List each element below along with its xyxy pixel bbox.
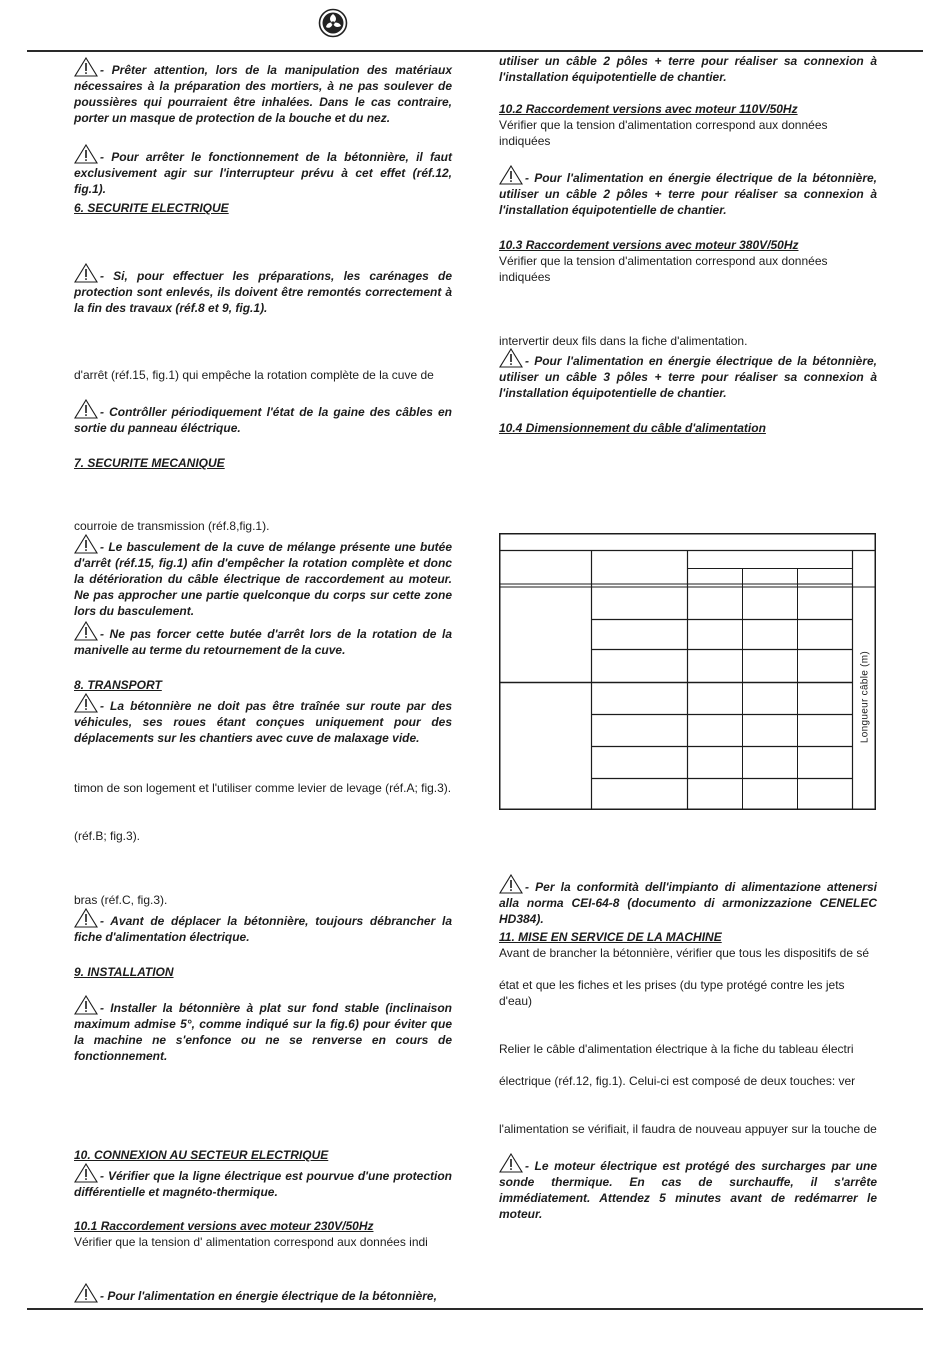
section-9-heading: 9. INSTALLATION bbox=[74, 965, 174, 979]
warning-moteur-text: - Le moteur électrique est protégé des surcharges par une sonde thermique. En cas de surchauffe, il s'arrête immédiatement. Attendez 5 minutes avant de redémarrer le moteur. bbox=[499, 1159, 877, 1221]
warning-guards bbox=[74, 263, 452, 316]
section-10-1-heading: 10.1 Raccordement versions avec moteur 230V/50Hz bbox=[74, 1219, 374, 1233]
warning-basculement bbox=[74, 534, 452, 619]
header-rule bbox=[27, 50, 923, 52]
warning-stop bbox=[74, 144, 452, 197]
text-timon: timon de son logement et l'utiliser comme levier de levage (réf.A; fig.3). bbox=[74, 781, 452, 795]
text-11-b: état et que les fiches et les prises (du type protégé contre les jets d'eau) bbox=[499, 978, 845, 1008]
warning-triangle-icon bbox=[74, 621, 98, 641]
warning-transport-text: - La bétonnière ne doit pas être traînée sur route par des véhicules, ses roues étant conçues uniquement pour des déplacements sur les chantiers avec cuve de malaxage vide. bbox=[74, 699, 452, 745]
warning-alim-380 bbox=[499, 348, 877, 401]
section-10-2-heading: 10.2 Raccordement versions avec moteur 110V/50Hz bbox=[499, 102, 798, 116]
text-11-a: Avant de brancher la bétonnière, vérifier que tous les dispositifs de sé bbox=[499, 946, 869, 960]
warning-triangle-icon bbox=[74, 1163, 98, 1183]
section-10-4-heading: 10.4 Dimensionnement du câble d'alimentation bbox=[499, 421, 766, 435]
warning-alim-230 bbox=[74, 1283, 452, 1304]
warning-alim-380-text: - Pour l'alimentation en énergie électrique de la bétonnière, utiliser un câble 3 pôles + terre pour réaliser sa connexion à l'installation équipotentielle de chantier. bbox=[499, 354, 877, 400]
warning-ligne-text: - Vérifier que la ligne électrique est pourvue d'une protection différentielle et magnéto-thermique. bbox=[74, 1169, 452, 1199]
warning-triangle-icon bbox=[74, 534, 98, 554]
warning-triangle-icon bbox=[499, 1153, 523, 1173]
warning-stop-text: - Pour arrêter le fonctionnement de la bétonnière, il faut exclusivement agir sur l'interrupteur prévu à cet effet (réf.12, fig.1). bbox=[74, 150, 452, 196]
warning-triangle-icon bbox=[499, 874, 523, 894]
text-intervertir: intervertir deux fils dans la fiche d'alimentation. bbox=[499, 334, 748, 348]
warning-triangle-icon bbox=[74, 57, 98, 77]
warning-moteur bbox=[499, 1153, 877, 1222]
section-6-heading: 6. SECURITE ELECTRIQUE bbox=[74, 201, 229, 215]
warning-basculement-text: - Le basculement de la cuve de mélange présente une butée d'arrêt (réf.15, fig.1) afin d'empêcher la rotation complète et donc la détérioration du câble électrique de raccordement au moteur. Ne pas approcher une partie quelconque du corps sur cette zone lors du basculement. bbox=[74, 540, 452, 618]
warning-cei bbox=[499, 874, 877, 927]
table-vertical-label bbox=[855, 647, 875, 747]
warning-triangle-icon bbox=[499, 165, 523, 185]
cable-sizing-table bbox=[499, 533, 876, 810]
text-arret: d'arrêt (réf.15, fig.1) qui empêche la rotation complète de la cuve de bbox=[74, 368, 434, 382]
warning-installer bbox=[74, 995, 452, 1064]
table-grid bbox=[499, 533, 876, 810]
warning-ligne bbox=[74, 1163, 452, 1200]
warning-transport bbox=[74, 693, 452, 746]
text-10-3: Vérifier que la tension d'alimentation correspond aux données indiquées bbox=[499, 254, 828, 284]
section-8-heading: 8. TRANSPORT bbox=[74, 678, 162, 692]
section-7-heading: 7. SECURITE MECANIQUE bbox=[74, 456, 225, 470]
warning-dust-text: - Prêter attention, lors de la manipulation des matériaux nécessaires à la préparation des mortiers, à ne pas soulever de poussières qui pourraient être inhalées. Dans le cas contraire, porter un masque de protection de la bouche et du nez. bbox=[74, 63, 452, 125]
warning-triangle-icon bbox=[499, 348, 523, 368]
text-11-e: l'alimentation se vérifiait, il faudra de nouveau appuyer sur la touche de bbox=[499, 1122, 877, 1136]
warning-triangle-icon bbox=[74, 1283, 98, 1303]
text-11-d: électrique (réf.12, fig.1). Celui-ci est composé de deux touches: ver bbox=[499, 1074, 856, 1088]
text-bras: bras (réf.C, fig.3). bbox=[74, 893, 168, 907]
warning-triangle-icon bbox=[74, 995, 98, 1015]
warning-butee-text: - Ne pas forcer cette butée d'arrêt lors de la rotation de la manivelle au terme du retournement de la cuve. bbox=[74, 627, 452, 657]
warning-installer-text: - Installer la bétonnière à plat sur fond stable (inclinaison maximum admise 5°, comme indiqué sur la fig.6) pour éviter que la machine ne s'enfonce ou ne se renverse en cours de fonctionnement. bbox=[74, 1001, 452, 1063]
warning-debrancher bbox=[74, 908, 452, 945]
continuation-230: utiliser un câble 2 pôles + terre pour réaliser sa connexion à l'installation équipotentielle de chantier. bbox=[499, 54, 877, 84]
warning-butee bbox=[74, 621, 452, 658]
warning-cables-text: - Contrôller périodiquement l'état de la gaine des câbles en sortie du panneau éléctrique. bbox=[74, 405, 452, 435]
cable-length-label: Longueur câble (m) bbox=[859, 650, 871, 744]
text-10-1: Vérifier que la tension d' alimentation correspond aux données indi bbox=[74, 1235, 428, 1249]
section-10-3-heading: 10.3 Raccordement versions avec moteur 380V/50Hz bbox=[499, 238, 799, 252]
text-ref-b: (réf.B; fig.3). bbox=[74, 829, 141, 843]
warning-guards-text: - Si, pour effectuer les préparations, les carénages de protection sont enlevés, ils doivent être remontés correctement à la fin des travaux (réf.8 et 9, fig.1). bbox=[74, 269, 452, 315]
brand-logo-icon bbox=[318, 8, 348, 38]
warning-triangle-icon bbox=[74, 908, 98, 928]
text-11-c: Relier le câble d'alimentation électrique à la fiche du tableau électri bbox=[499, 1042, 854, 1056]
warning-triangle-icon bbox=[74, 399, 98, 419]
warning-triangle-icon bbox=[74, 693, 98, 713]
warning-cables bbox=[74, 399, 452, 436]
section-10-heading: 10. CONNEXION AU SECTEUR ELECTRIQUE bbox=[74, 1148, 329, 1162]
warning-triangle-icon bbox=[74, 144, 98, 164]
warning-alim-110 bbox=[499, 165, 877, 218]
footer-rule bbox=[27, 1308, 923, 1310]
section-11-heading: 11. MISE EN SERVICE DE LA MACHINE bbox=[499, 930, 722, 944]
warning-cei-text: - Per la conformità dell'impianto di alimentazione attenersi alla norma CEI-64-8 (documento di armonizzazione CENELEC HD384). bbox=[499, 880, 877, 926]
warning-alim-110-text: - Pour l'alimentation en énergie électrique de la bétonnière, utiliser un câble 2 pôles + terre pour réaliser sa connexion à l'installation équipotentielle de chantier. bbox=[499, 171, 877, 217]
warning-triangle-icon bbox=[74, 263, 98, 283]
text-10-2: Vérifier que la tension d'alimentation correspond aux données indiquées bbox=[499, 118, 828, 148]
warning-dust bbox=[74, 57, 452, 126]
warning-debrancher-text: - Avant de déplacer la bétonnière, toujours débrancher la fiche d'alimentation électrique. bbox=[74, 914, 452, 944]
warning-alim-230-text: - Pour l'alimentation en énergie électrique de la bétonnière, bbox=[100, 1289, 437, 1303]
text-courroie: courroie de transmission (réf.8,fig.1). bbox=[74, 519, 270, 533]
